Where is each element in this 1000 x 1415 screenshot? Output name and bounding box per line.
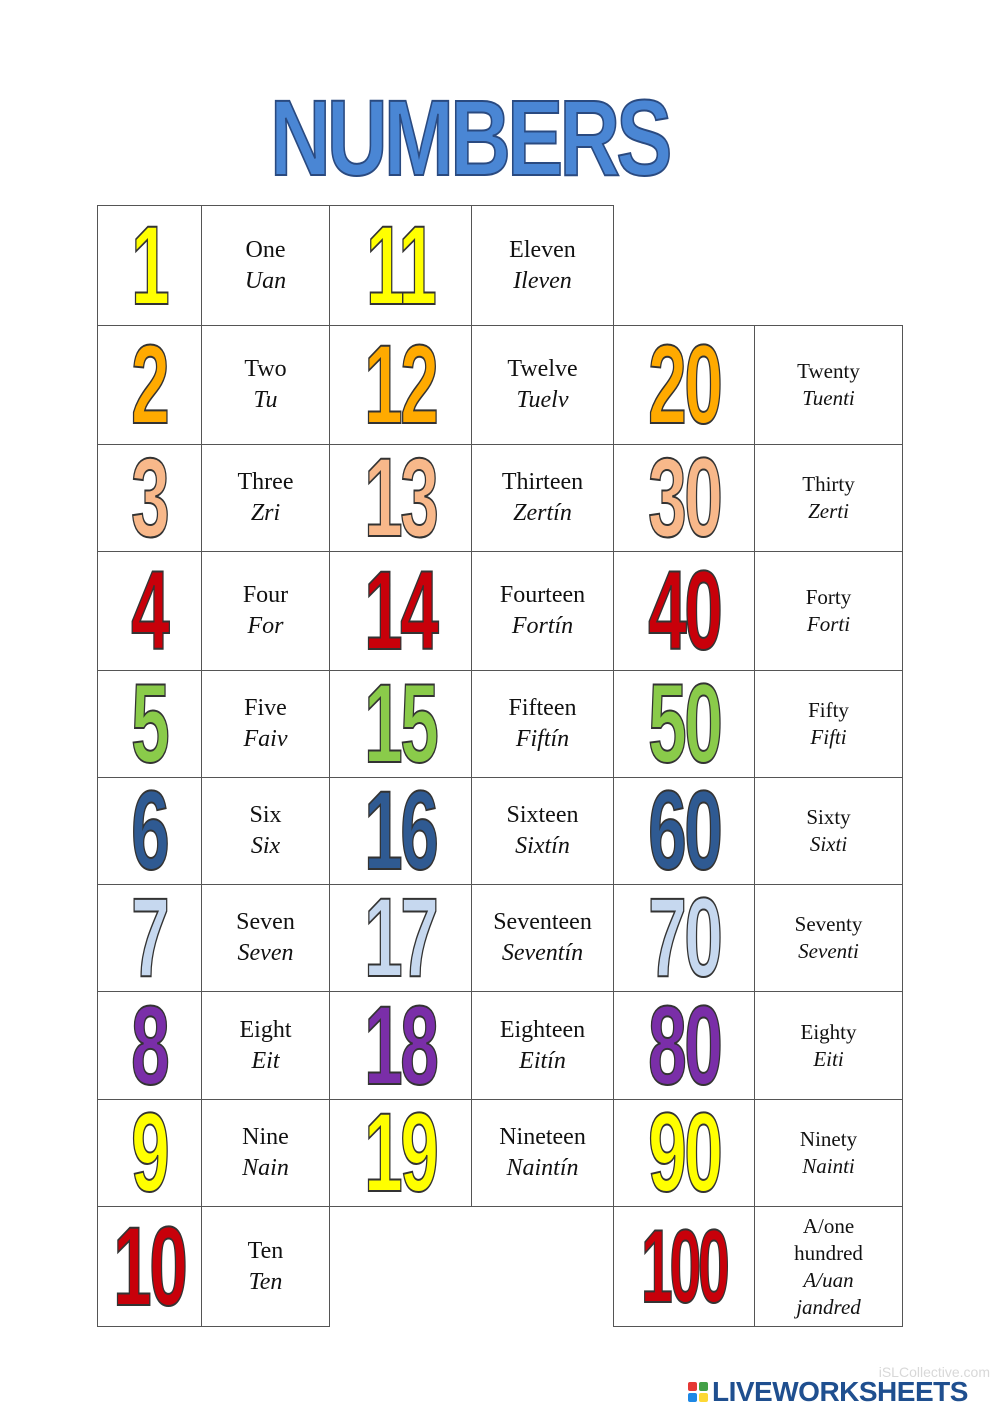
word-cell-8 [201,991,330,1100]
numeral: 17 [364,884,437,992]
numeral: 2 [131,325,168,445]
pronunciation: Tuenti [802,386,855,410]
english-word: Eight [239,1016,292,1043]
english-word: Three [237,469,294,495]
word-cell-50 [754,670,903,778]
number-cell-2 [97,325,202,445]
english-word: Five [244,695,287,721]
numeral: 12 [364,325,437,445]
english-word: Seven [236,909,295,935]
logo-square [688,1382,697,1391]
word-cell-16 [471,777,614,885]
number-cell-14 [329,551,472,671]
word-cell-14 [471,551,614,671]
pronunciation: Sixtín [515,833,570,859]
number-cell-8 [97,991,202,1100]
numeral: 80 [647,991,721,1100]
english-word: Ten [247,1237,284,1264]
pronunciation: Naintín [506,1155,579,1181]
number-cell-60 [613,777,755,885]
pronunciation: Faiv [243,726,288,752]
pronunciation: Eiti [813,1046,844,1071]
number-cell-9 [97,1099,202,1207]
numeral: 70 [647,884,721,992]
pronunciation: Eit [251,1047,280,1074]
numeral: 60 [647,777,721,885]
word-cell-100 [754,1206,903,1327]
word-cell-40 [754,551,903,671]
english-word: Eleven [509,236,576,263]
word-cell-18 [471,991,614,1100]
numeral: 50 [647,670,721,778]
pronunciation: Forti [806,612,851,636]
number-cell-4 [97,551,202,671]
word-cell-90 [754,1099,903,1207]
number-cell-12 [329,325,472,445]
number-cell-18 [329,991,472,1100]
numeral: 11 [366,205,435,326]
word-cell-12 [471,325,614,445]
pronunciation: Six [250,833,281,859]
footer-brand [688,1372,993,1412]
number-cell-80 [613,991,755,1100]
number-cell-90 [613,1099,755,1207]
word-cell-4 [201,551,330,671]
english-word: One [245,236,286,263]
pronunciation: Sixti [809,832,848,856]
pronunciation: Seventi [798,939,859,963]
logo-square [699,1393,708,1402]
english-word: Twenty [797,359,860,383]
pronunciation: Zri [250,500,281,526]
number-cell-40 [613,551,755,671]
word-cell-7 [201,884,330,992]
number-cell-1 [97,205,202,326]
word-cell-5 [201,670,330,778]
english-word: Sixty [806,805,851,829]
number-cell-30 [613,444,755,552]
number-cell-17 [329,884,472,992]
word-cell-15 [471,670,614,778]
number-cell-11 [329,205,472,326]
numeral: 90 [647,1099,721,1207]
english-word: Thirteen [501,469,584,495]
numeral: 40 [647,551,721,671]
word-cell-13 [471,444,614,552]
english-word: Two [244,356,287,382]
english-word: Fourteen [499,582,586,608]
english-word: Nineteen [499,1124,586,1150]
english-word: Eighteen [499,1016,586,1043]
pronunciation: Fortín [511,613,574,639]
word-cell-20 [754,325,903,445]
numeral: 3 [131,444,168,552]
word-cell-1 [201,205,330,326]
logo-square [688,1393,697,1402]
word-cell-60 [754,777,903,885]
english-word: Fifteen [508,695,577,721]
pronunciation: A/uan jandred [796,1267,861,1319]
word-cell-19 [471,1099,614,1207]
numeral: 100 [641,1208,727,1325]
english-word: Seventy [794,912,863,936]
word-cell-80 [754,991,903,1100]
pronunciation: Fiftín [515,726,570,752]
pronunciation: Seven [237,940,294,966]
brand-name: LIVEWORKSHEETS [712,1376,968,1407]
pronunciation: Tuelv [516,387,569,413]
pronunciation: Uan [244,267,287,294]
english-word: A/one hundred [794,1213,863,1265]
numeral: 4 [131,551,168,671]
english-word: Ninety [799,1127,858,1151]
number-cell-70 [613,884,755,992]
pronunciation: Nain [242,1155,289,1181]
pronunciation: Seventín [501,940,584,966]
numeral: 30 [647,444,721,552]
numeral: 18 [364,991,437,1100]
english-word: Eighty [800,1019,857,1044]
word-cell-30 [754,444,903,552]
english-word: Twelve [507,356,578,382]
word-cell-17 [471,884,614,992]
english-word: Sixteen [506,802,579,828]
number-cell-19 [329,1099,472,1207]
numeral: 19 [364,1099,437,1207]
word-cell-6 [201,777,330,885]
numeral: 8 [131,991,168,1100]
english-word: Thirty [802,472,855,496]
pronunciation: Fifti [810,725,847,749]
numeral: 14 [364,551,437,671]
liveworksheets-logo-icon [688,1382,708,1402]
english-word: Six [249,802,282,828]
pronunciation: Zertín [513,500,572,526]
pronunciation: For [247,613,284,639]
number-cell-6 [97,777,202,885]
numeral: 20 [647,325,721,445]
word-cell-9 [201,1099,330,1207]
word-cell-11 [471,205,614,326]
word-cell-10 [201,1206,330,1327]
watermark-text: iSLCollective.com [878,1364,990,1380]
number-cell-5 [97,670,202,778]
number-cell-10 [97,1206,202,1327]
pronunciation: Ten [248,1268,283,1295]
english-word: Nine [242,1124,289,1150]
number-cell-15 [329,670,472,778]
numeral: 1 [131,205,168,326]
pronunciation: Ileven [513,267,572,294]
number-cell-100 [613,1206,755,1327]
pronunciation: Nainti [802,1154,855,1178]
numeral: 13 [364,444,437,552]
numeral: 5 [131,670,168,778]
numeral: 15 [364,670,437,778]
number-cell-7 [97,884,202,992]
english-word: Seventeen [493,909,592,935]
pronunciation: Zerti [808,499,849,523]
number-cell-50 [613,670,755,778]
number-cell-20 [613,325,755,445]
numeral: 16 [364,777,437,885]
numeral: 6 [131,777,168,885]
logo-square [699,1382,708,1391]
word-cell-70 [754,884,903,992]
numeral: 9 [131,1099,168,1207]
word-cell-3 [201,444,330,552]
number-cell-13 [329,444,472,552]
english-word: Fifty [808,698,849,722]
numeral: 7 [131,884,168,992]
page-title: NUMBERS [270,77,669,198]
pronunciation: Eitín [519,1047,566,1074]
numeral: 10 [113,1206,186,1327]
english-word: Forty [805,585,852,609]
english-word: Four [242,582,289,608]
word-cell-2 [201,325,330,445]
number-cell-3 [97,444,202,552]
number-cell-16 [329,777,472,885]
pronunciation: Tu [253,387,278,413]
